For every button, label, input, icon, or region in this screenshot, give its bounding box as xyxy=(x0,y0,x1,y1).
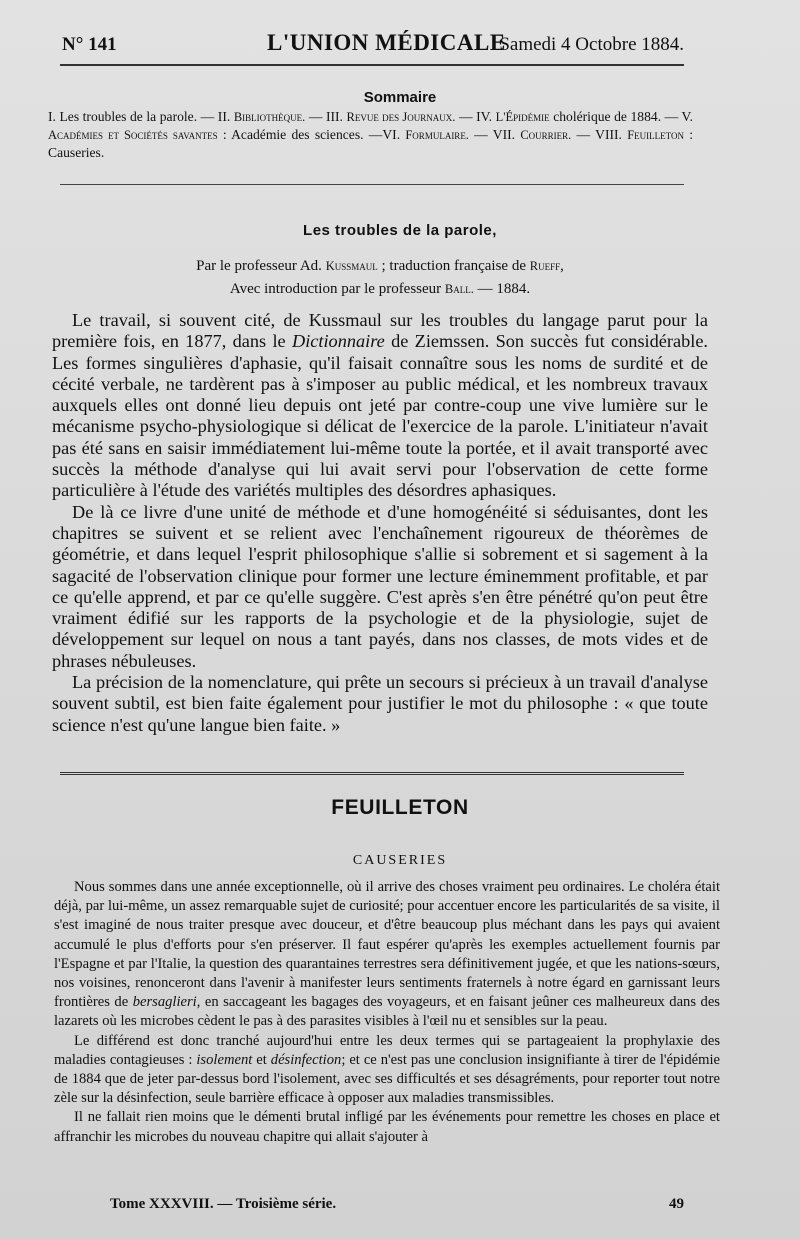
masthead-rule xyxy=(60,64,684,66)
issue-date: Samedi 4 Octobre 1884. xyxy=(499,34,684,55)
causeries-heading: CAUSERIES xyxy=(352,853,448,868)
page-number: 49 xyxy=(669,1196,684,1212)
feuilleton-heading: FEUILLETON xyxy=(331,796,469,819)
sommaire-rule xyxy=(60,184,684,185)
article-byline xyxy=(80,255,680,301)
article-paragraph: De là ce livre d'une unité de méthode et d'une homogénéité si séduisantes, dont les chapitres se suivent et se relient avec l'enchaînement rigoureux de théorèmes de géométrie, et dans lequel l'esprit philosophique s'allie si sobrement et si sagement à la sagacité de l'observation clinique pour former une lecture éminemment profitable, et par ce qu'elle apprend, et par ce qu'elle suggère. C'est après s'en être pénétré qu'on peut être vraiment édifié sur les rapports de la psychologie et de la physiologie, sujet de développement sur lequel on nous a tant payés, dans nos classes, de mots vides et de phrases nébuleuses. xyxy=(52,501,708,671)
sommaire-heading: Sommaire xyxy=(363,89,437,106)
feuilleton-paragraph: Le différend est donc tranché aujourd'hui entre les deux termes qui se partageaient la prophylaxie des maladies contagieuses : isolement et désinfection; et ce n'est pas une conclusion insignifiante à tirer de l'épidémie de 1884 que de jeter par-dessus bord l'isolement, avec ses difficultés et ses désagréments, pour reporter tout notre zèle sur la désinfection, seule barrière efficace à opposer aux maladies transmissibles. xyxy=(54,1032,720,1107)
issue-number: N° 141 xyxy=(62,34,117,55)
article-heading: Les troubles de la parole, xyxy=(303,222,497,239)
journal-title: L'UNION MÉDICALE xyxy=(267,30,506,55)
article-body xyxy=(52,310,708,736)
feuilleton-paragraph: Il ne fallait rien moins que le démenti brutal infligé par les événements pour remettre les choses en place et affranchir les microbes du nouveau chapitre qui allait s'ajouter à xyxy=(54,1109,720,1145)
sommaire-text: I. Les troubles de la parole. — II. Bibliothèque. — III. Revue des Journaux. — IV. L'Épidémie cholérique de 1884. — V. Académies et Sociétés savantes : Académie des sciences. —VI. Formulaire. — VII. Courrier. — VIII. Feuilleton : Causeries. xyxy=(48,109,694,160)
article-paragraph: Le travail, si souvent cité, de Kussmaul sur les troubles du langage parut pour la première fois, en 1877, dans le Dictionnaire de Ziemssen. Son succès fut considérable. Les formes singulières d'aphasie, qu'il faisait connaître sous les noms de surdité et de cécité verbale, ne tardèrent pas à s'imposer au public médical, et les nombreux travaux auxquels elles ont donné lieu depuis ont jeté par contre-coup une vive lumière sur le mécanisme psycho-physiologique si délicat de l'exercice de la parole. L'initiateur n'avait pas été sans en saisir immédiatement lui-même toute la portée, et il avait transporté avec succès la méthode d'analyse qui lui avait servi pour l'observation de cette forme particulière à l'étude des variétés multiples des désordres aphasiques. xyxy=(52,310,709,501)
byline-line: Par le professeur Ad. Kussmaul ; traduction française de Rueff, xyxy=(196,258,564,274)
feuilleton-body xyxy=(54,878,720,1147)
masthead xyxy=(62,30,684,62)
byline-line: Avec introduction par le professeur Ball. — 1884. xyxy=(229,281,531,297)
feuilleton-separator xyxy=(60,772,684,777)
article-paragraph: La précision de la nomenclature, qui prête un secours si précieux à un travail d'analyse souvent subtil, est bien faite également pour justifier le mot du philosophe : « que toute science n'est qu'une langue bien faite. » xyxy=(52,672,708,735)
feuilleton-paragraph: Nous sommes dans une année exceptionnelle, où il arrive des choses vraiment peu ordinaires. Le choléra était déjà, par lui-même, un assez remarquable sujet de curiosité; pour accentuer encore les particularités de sa visite, il s'est imaginé de nous traiter presque avec douceur, et d'être beaucoup plus méchant dans les pays qui avaient accumulé le plus d'efforts pour s'en préserver. Il faut espérer qu'après les exemples actuellement fournis par l'Espagne et par l'Italie, la question des quarantaines terrestres sera définitivement jugée, et que les nations-sœurs, nos voisines, renonceront dans l'avenir à manifester leurs sentiments fraternels à notre égard en garnissant leurs frontières de bersaglieri, en saccageant les bagages des voyageurs, et en faisant jeûner ces malheureux dans des lazarets où les microbes cèdent le pas à des parasites visibles à l'œil nu et sensibles sur la peau. xyxy=(54,879,720,1030)
tome-line: Tome XXXVIII. — Troisième série. xyxy=(110,1196,337,1212)
